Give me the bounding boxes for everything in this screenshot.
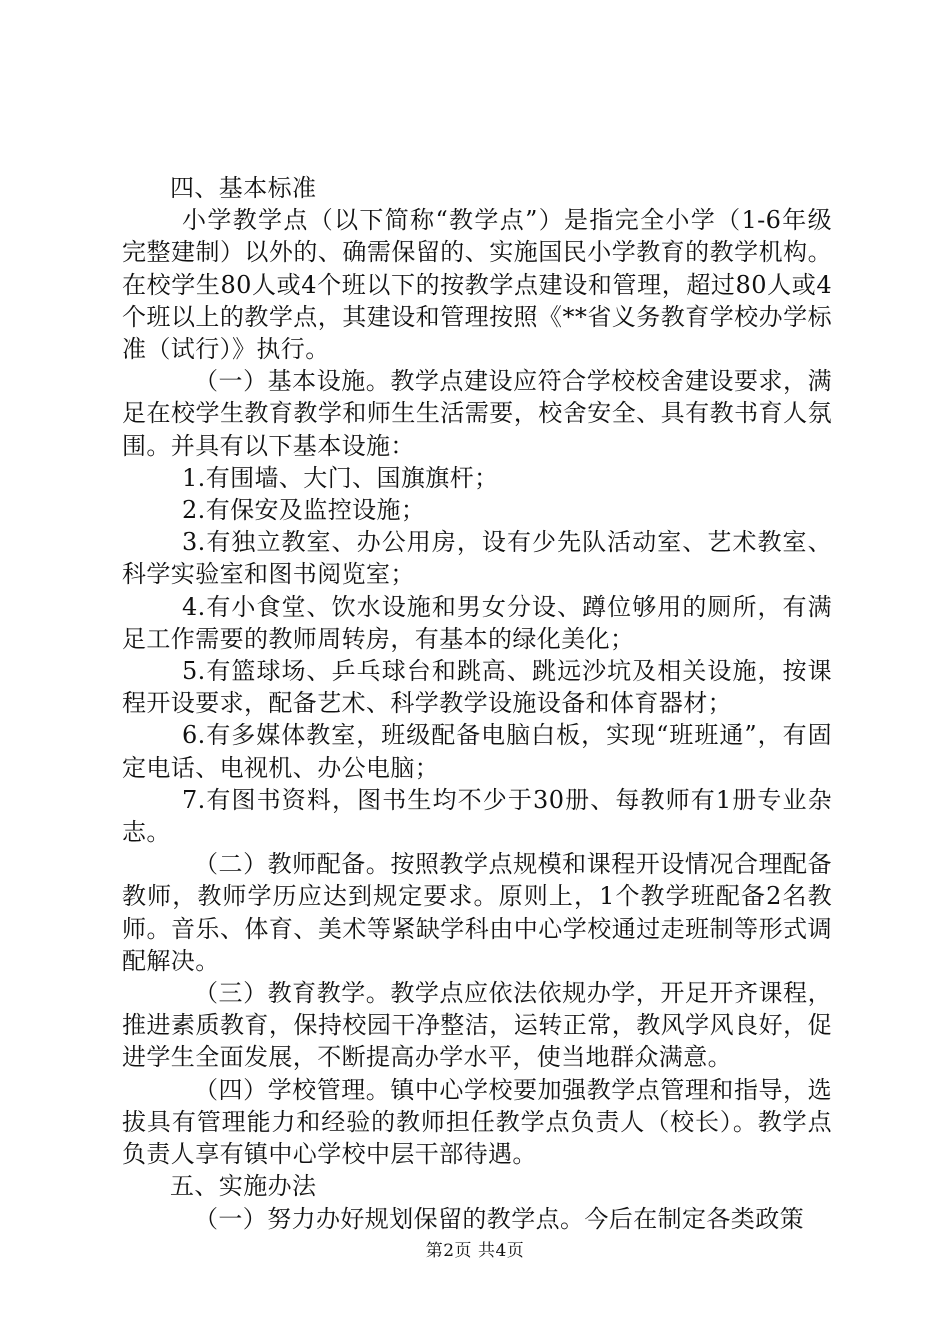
subsection-paragraph: （三）教育教学。教学点应依法依规办学，开足开齐课程，推进素质教育，保持校园干净整洁，运转正常，教风学风良好，促进学生全面发展，不断提高办学水平，使当地群众满意。	[122, 979, 832, 1072]
page-footer: 第2页 共4页	[425, 1241, 525, 1261]
list-item: 2.有保安及监控设施；	[182, 496, 426, 525]
subsection-paragraph: （一）努力办好规划保留的教学点。今后在制定各类政策	[194, 1204, 804, 1233]
section-heading: 五、实施办法	[170, 1172, 317, 1201]
list-item: 7.有图书资料，图书生均不少于30册、每教师有1册专业杂志。	[122, 785, 832, 847]
subsection-paragraph: （四）学校管理。镇中心学校要加强教学点管理和指导，选拔具有管理能力和经验的教师担任教学点负责人（校长）。教学点负责人享有镇中心学校中层干部待遇。	[122, 1075, 832, 1169]
section-heading: 四、基本标准	[170, 174, 317, 202]
subsection-paragraph: （一）基本设施。教学点建设应符合学校校舍建设要求，满足在校学生教育教学和师生生活需要，校舍安全、具有教书育人氛围。并具有以下基本设施：	[122, 367, 832, 460]
list-item: 5.有篮球场、乒乓球台和跳高、跳远沙坑及相关设施，按课程开设要求，配备艺术、科学教学设施设备和体育器材；	[122, 657, 832, 718]
subsection-paragraph: （二）教师配备。按照教学点规模和课程开设情况合理配备教师，教师学历应达到规定要求。原则上，1个教学班配备2名教师。音乐、体育、美术等紧缺学科由中心学校通过走班制等形式调配解决。	[122, 850, 832, 975]
list-item: 6.有多媒体教室，班级配备电脑白板，实现“班班通”，有固定电话、电视机、办公电脑；	[122, 721, 832, 782]
paragraph: 小学教学点（以下简称“教学点”）是指完全小学（1-6年级完整建制）以外的、确需保留的、实施国民小学教育的教学机构。在校学生80人或4个班以下的按教学点建设和管理，超过80人或4个班以上的教学点，其建设和管理按照《**省义务教育学校办学标准（试行）》执行。	[122, 206, 832, 364]
list-item: 4.有小食堂、饮水设施和男女分设、蹲位够用的厕所，有满足工作需要的教师周转房，有基本的绿化美化；	[122, 592, 832, 653]
list-item: 3.有独立教室、办公用房，设有少先队活动室、艺术教室、科学实验室和图书阅览室；	[122, 528, 832, 589]
list-item: 1.有围墙、大门、国旗旗杆；	[182, 463, 499, 492]
document-body	[122, 172, 832, 1235]
